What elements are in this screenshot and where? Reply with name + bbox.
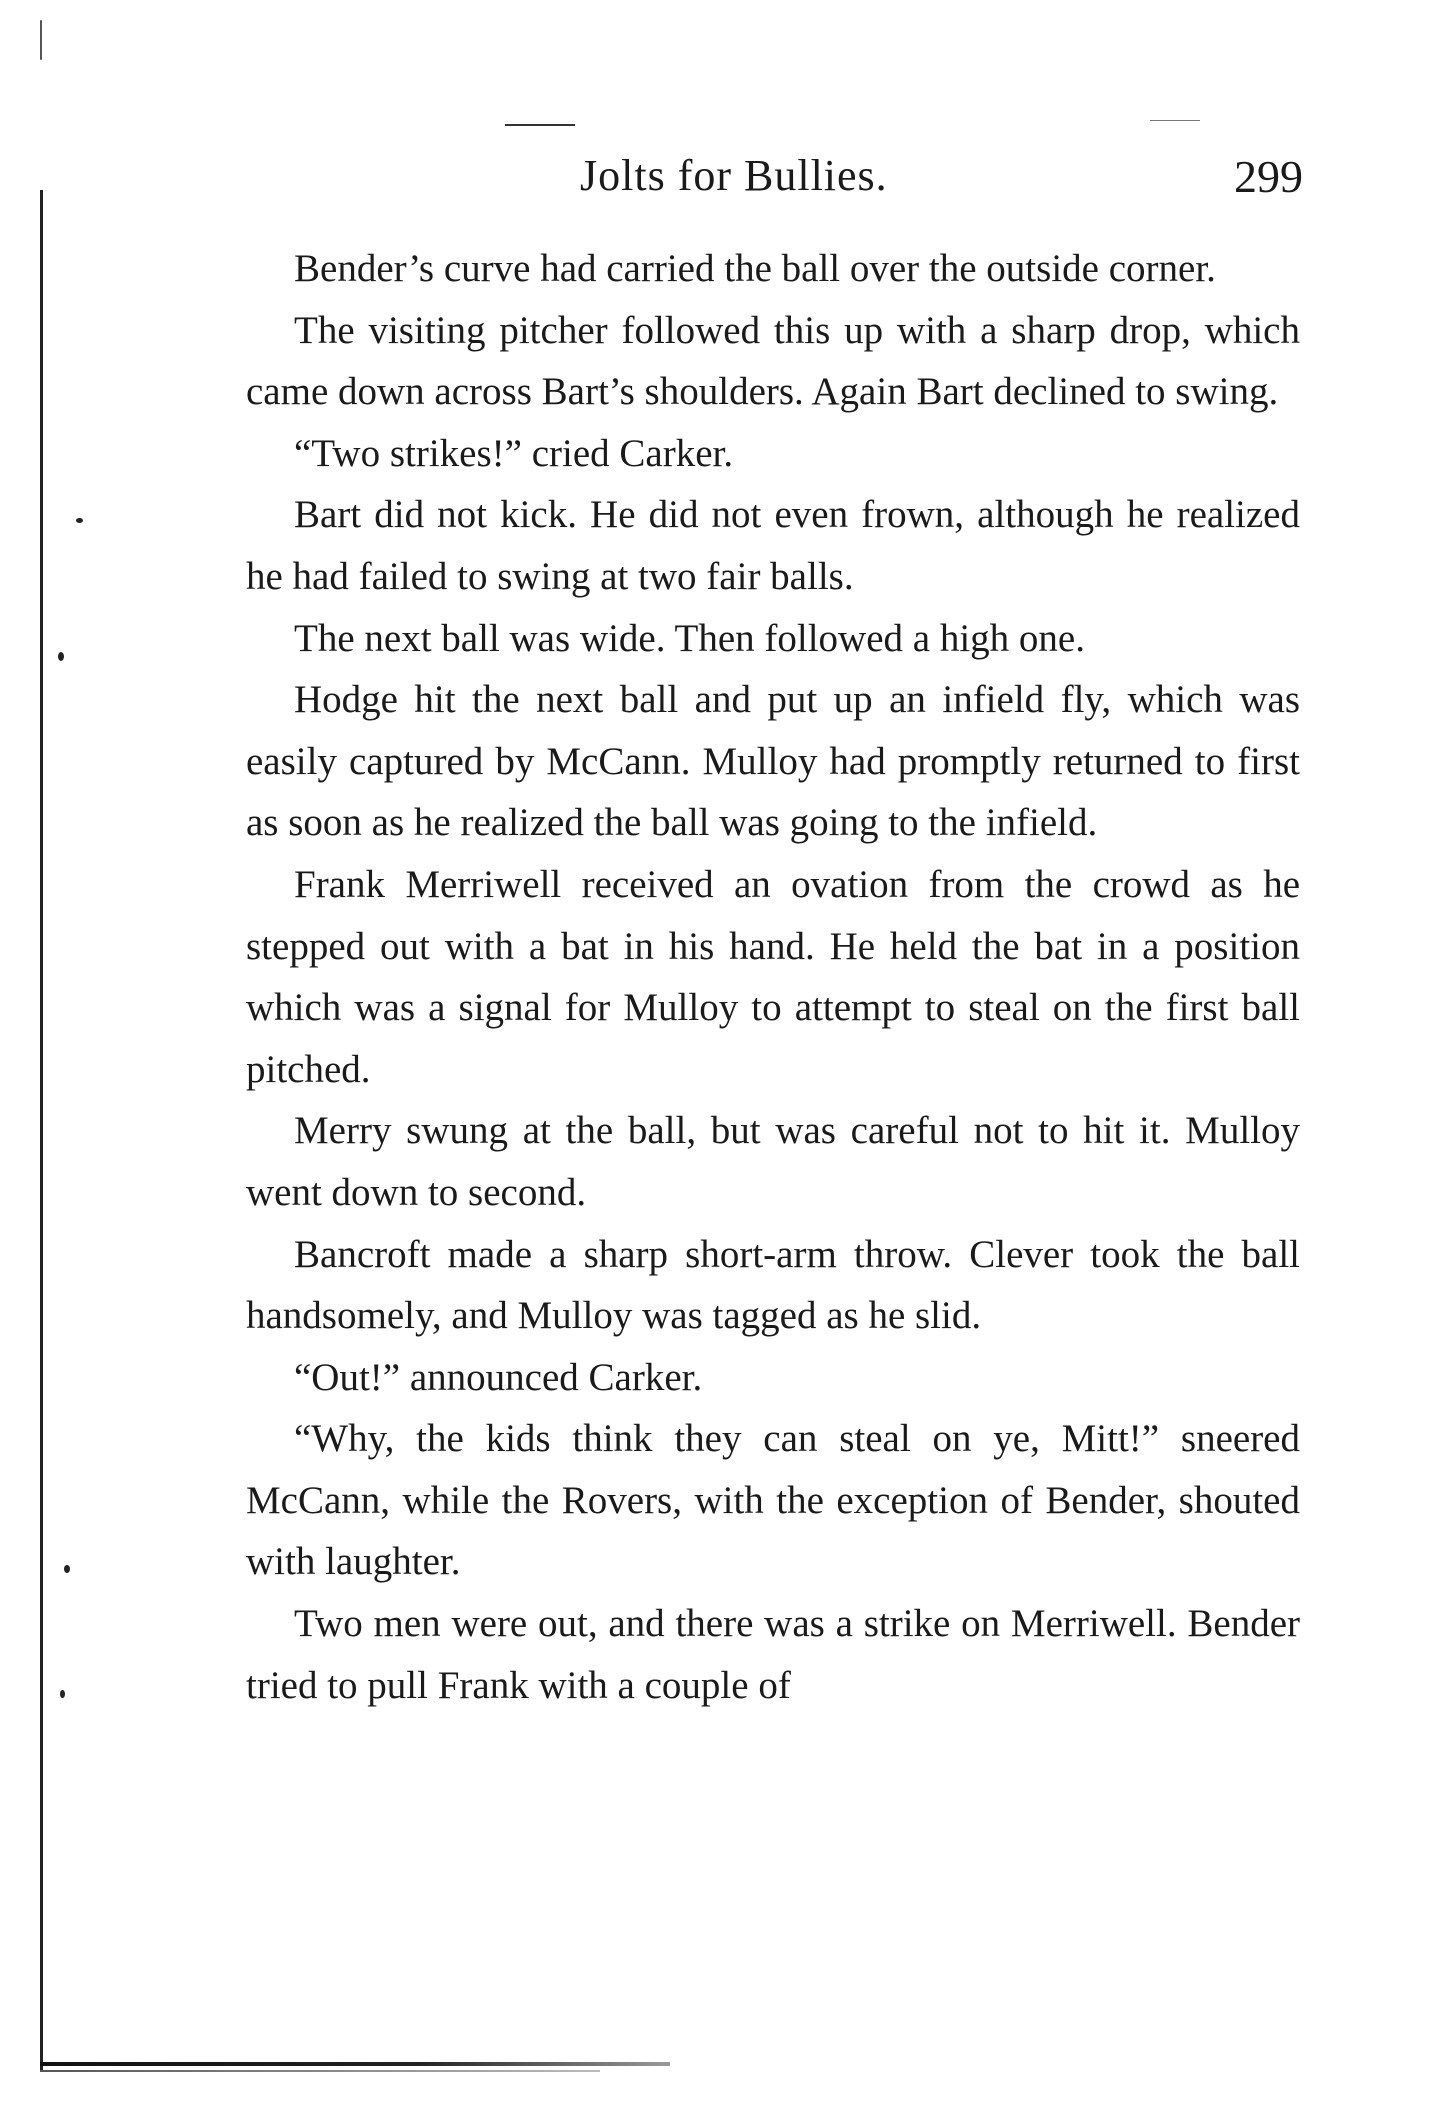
ink-speck xyxy=(76,518,83,523)
ink-speck xyxy=(40,20,42,60)
paragraph: Merry swung at the ball, but was careful not to hit it. Mulloy went down to second. xyxy=(246,1109,1300,1214)
paragraph: “Two strikes!” cried Carker. xyxy=(294,431,734,475)
ink-speck xyxy=(58,652,64,661)
page-binding-edge xyxy=(40,190,43,2070)
paragraph: Two men were out, and there was a strike on Merriwell. Bender tried to pull Frank with a couple of xyxy=(246,1602,1300,1707)
page-number: 299 xyxy=(1234,151,1303,202)
page-bottom-edge xyxy=(40,2062,670,2066)
paragraph: Hodge hit the next ball and put up an infield fly, which was easily captured by McCann. Mulloy had promptly returned to first as soon as he realized the ball was going to the infield. xyxy=(246,678,1300,845)
paragraph: The visiting pitcher followed this up with a sharp drop, which came down across Bart’s shoulders. Again Bart declined to swing. xyxy=(246,308,1300,414)
paragraph: “Why, the kids think they can steal on ye, Mitt!” sneered McCann, while the Rovers, with the exception of Bender, shouted with laughter. xyxy=(246,1417,1300,1584)
paragraph: “Out!” announced Carker. xyxy=(294,1355,703,1399)
paragraph: Bender’s curve had carried the ball over the outside corner. xyxy=(294,247,1216,290)
paragraph: The next ball was wide. Then followed a high one. xyxy=(294,616,1085,660)
paragraph: Bart did not kick. He did not even frown, although he realized he had failed to swing at two fair balls. xyxy=(246,493,1300,598)
ink-mark xyxy=(505,124,575,126)
ink-speck xyxy=(60,1690,65,1698)
paragraph: Bancroft made a sharp short-arm throw. Clever took the ball handsomely, and Mulloy was tagged as he slid. xyxy=(246,1232,1300,1338)
page-bottom-edge-shadow xyxy=(40,2070,600,2072)
body-text xyxy=(246,238,1300,1716)
paragraph: Frank Merriwell received an ovation from the crowd as he stepped out with a bat in his hand. He held the bat in a position which was a signal for Mulloy to attempt to steal on the first ball pitched. xyxy=(246,862,1300,1091)
ink-mark xyxy=(1150,120,1200,121)
running-title: Jolts for Bullies. xyxy=(580,151,888,200)
ink-speck xyxy=(64,1565,70,1573)
